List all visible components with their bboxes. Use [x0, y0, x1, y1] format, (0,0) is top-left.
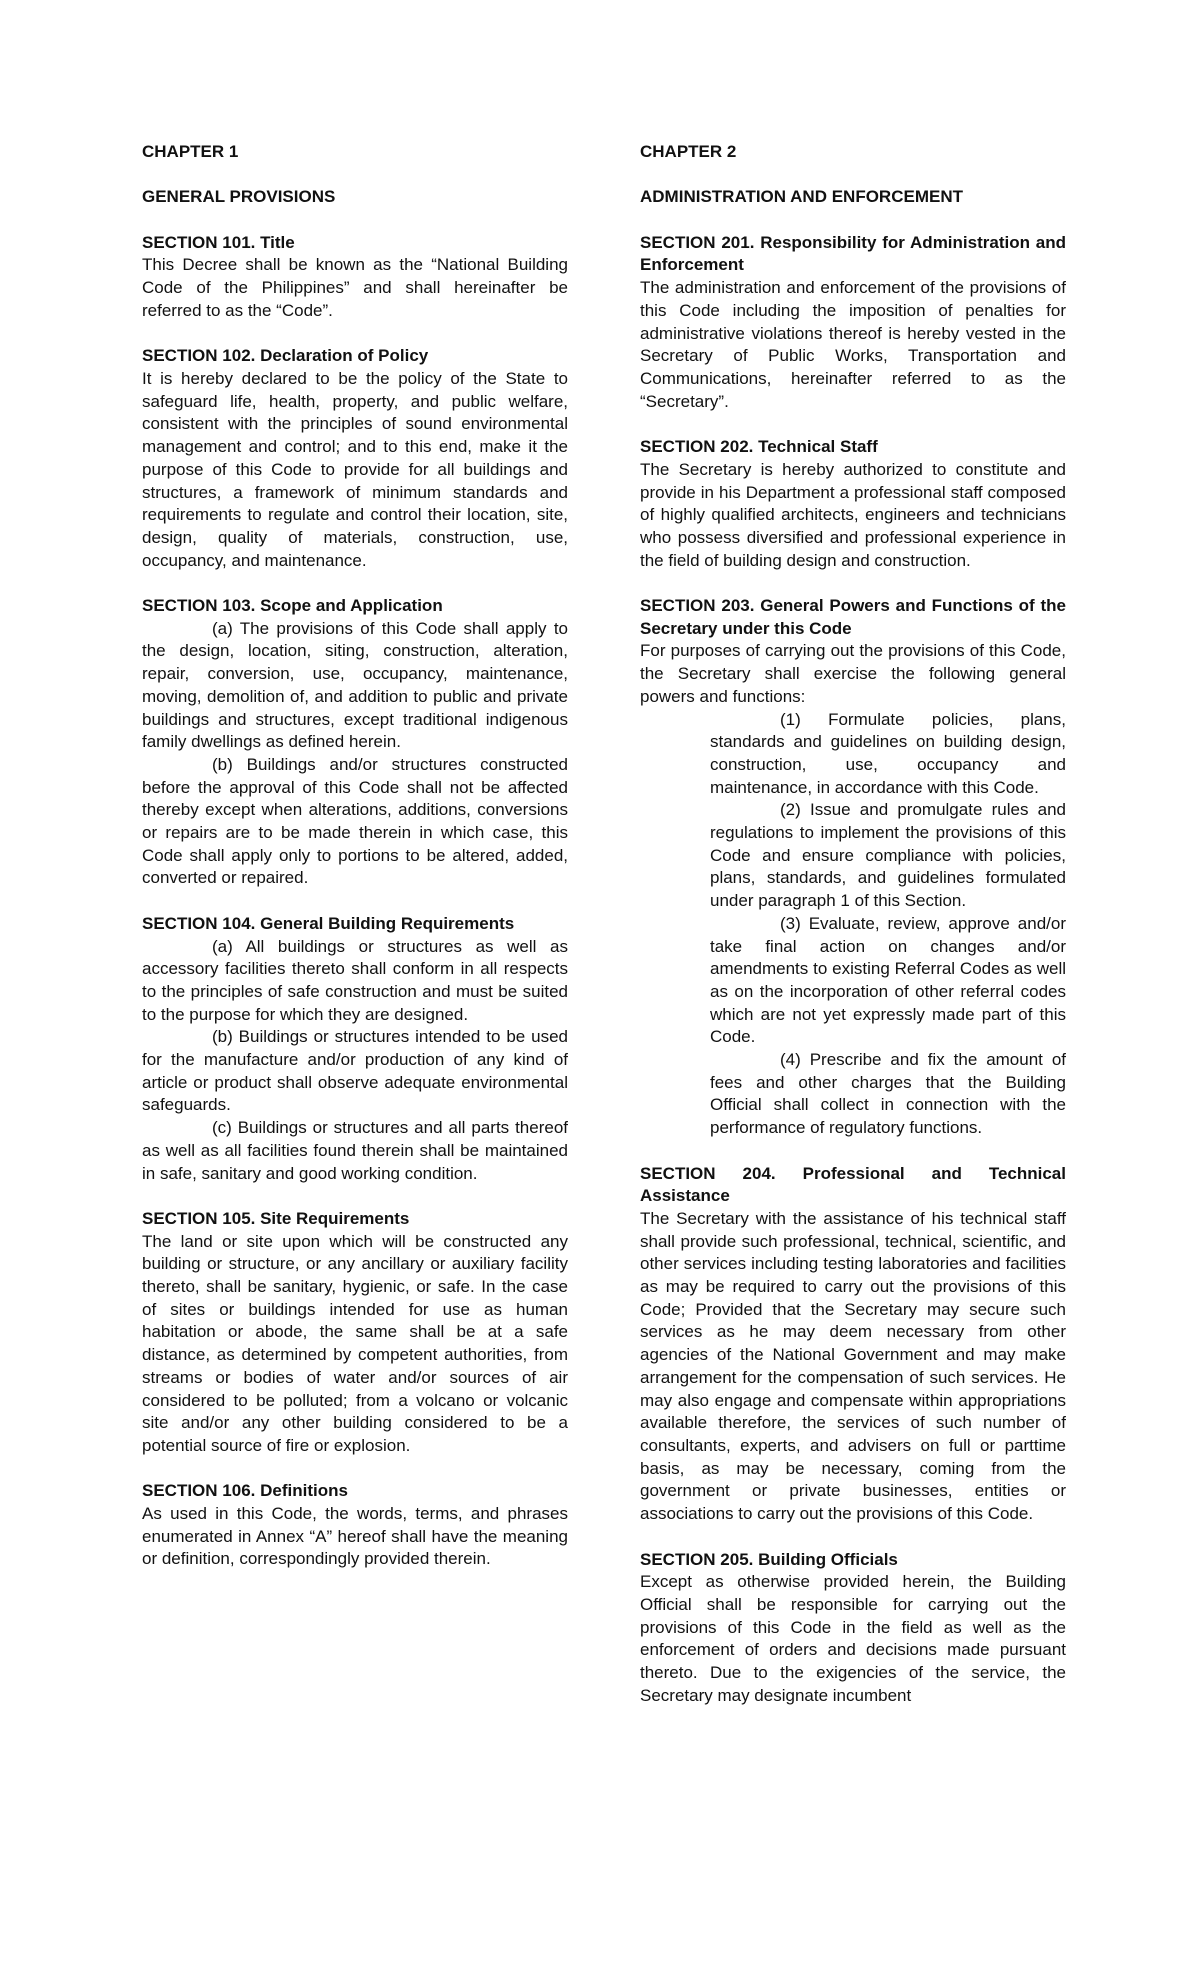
section-103-heading: SECTION 103. Scope and Application: [142, 596, 443, 615]
chapter-1-title: GENERAL PROVISIONS: [142, 187, 336, 207]
section-203-item-3: (3) Evaluate, review, approve and/or take final action on changes and/or amendments to existing Referral Codes as well as on the incorporation of other referral codes which are not yet expressly made part of this Code.: [710, 913, 1066, 1047]
section-104-paragraph-c: (c) Buildings or structures and all parts thereof as well as all facilities found therein shall be maintained in safe, sanitary and good working condition.: [142, 1118, 568, 1183]
right-column: [640, 141, 1066, 1707]
section-104-paragraph-b: (b) Buildings or structures intended to be used for the manufacture and/or production of any kind of article or product shall observe adequate environmental safeguards.: [142, 1027, 568, 1115]
section-205: [640, 1549, 1066, 1708]
section-204-heading: SECTION 204. Professional and Technical Assistance: [640, 1163, 1066, 1206]
section-106-heading: SECTION 106. Definitions: [142, 1481, 348, 1501]
section-102-heading: SECTION 102. Declaration of Policy: [142, 346, 429, 366]
section-201: [640, 232, 1066, 414]
section-202-text: The Secretary is hereby authorized to constitute and provide in his Department a professional staff composed of highly qualified architects, engineers and technicians who possess diversified and professional experience in the field of building design and construction.: [640, 459, 1066, 570]
section-203-text: For purposes of carrying out the provisions of this Code, the Secretary shall exercise the following general powers and functions:: [640, 641, 1066, 706]
section-104-heading: SECTION 104. General Building Requirements: [142, 913, 515, 933]
section-103-paragraph-b: (b) Buildings and/or structures constructed before the approval of this Code shall not be affected thereby except when alterations, additions, conversions or repairs are to be made therein in which case, this Code shall apply only to portions to be altered, added, converted or repaired.: [142, 754, 568, 888]
section-101-heading: SECTION 101. Title: [142, 232, 295, 252]
section-203-heading: SECTION 203. General Powers and Functions of the Secretary under this Code: [640, 596, 1066, 638]
section-103-paragraph-a: (a) The provisions of this Code shall apply to the design, location, siting, construction, alteration, repair, conversion, use, occupancy, maintenance, moving, demolition of, and addition to public and private buildings and structures, except traditional indigenous family dwellings as defined herein.: [142, 618, 568, 752]
section-102-text: It is hereby declared to be the policy of the State to safeguard life, health, property, and public welfare, consistent with the principles of sound environmental management and control; and to this end, make it the purpose of this Code to provide for all buildings and structures, a framework of minimum standards and requirements to regulate and control their location, site, design, quality of materials, construction, use, occupancy, and maintenance.: [142, 368, 568, 570]
section-101: [142, 232, 568, 323]
section-104: [142, 913, 568, 1185]
section-106-text: As used in this Code, the words, terms, and phrases enumerated in Annex “A” hereof shall have the meaning or definition, correspondingly provided therein.: [142, 1504, 568, 1569]
section-201-heading: SECTION 201. Responsibility for Administration and Enforcement: [640, 232, 1066, 275]
section-205-text: Except as otherwise provided herein, the Building Official shall be responsible for carrying out the provisions of this Code in the field as well as the enforcement of orders and decisions made pursuant thereto. Due to the exigencies of the service, the Secretary may designate incumbent: [640, 1572, 1066, 1705]
section-203: [640, 595, 1066, 1140]
section-105: [142, 1208, 568, 1458]
section-105-heading: SECTION 105. Site Requirements: [142, 1208, 410, 1228]
section-103: [142, 595, 568, 890]
section-101-text: This Decree shall be known as the “National Building Code of the Philippines” and shall hereinafter be referred to as the “Code”.: [142, 255, 568, 320]
section-202: [640, 436, 1066, 572]
section-104-paragraph-a: (a) All buildings or structures as well as accessory facilities thereto shall conform in all respects to the principles of safe construction and must be suited to the purpose for which they are designed.: [142, 936, 568, 1024]
chapter-1-label: CHAPTER 1: [142, 142, 239, 161]
section-204-text: The Secretary with the assistance of his technical staff shall provide such professional, technical, scientific, and other services including testing laboratories and facilities as may be required to carry out the provisions of this Code; Provided that the Secretary may secure such services as he may deem necessary from other agencies of the National Government and may make arrangement for the compensation of such services. He may also engage and compensate within appropriations available therefore, the services of such number of consultants, experts, and advisers on full or parttime basis, as may be necessary, coming from the government or private businesses, entities or associations to carry out the provisions of this Code.: [640, 1208, 1066, 1524]
section-203-item-2: (2) Issue and promulgate rules and regulations to implement the provisions of this Code and ensure compliance with policies, plans, standards, and guidelines formulated under paragraph 1 of this Section.: [710, 800, 1066, 911]
section-202-heading: SECTION 202. Technical Staff: [640, 437, 878, 457]
section-204: [640, 1163, 1066, 1526]
section-102: [142, 345, 568, 572]
section-105-text: The land or site upon which will be constructed any building or structure, or any ancillary or auxiliary facility thereto, shall be sanitary, hygienic, or safe. In the case of sites or buildings intended for use as human habitation or abode, the same shall be at a safe distance, as determined by competent authorities, from streams or bodies of water and/or sources of air considered to be polluted; from a volcano or volcanic site and/or any other building considered to be a potential source of fire or explosion.: [142, 1231, 568, 1455]
section-201-text: The administration and enforcement of the provisions of this Code including the imposition of penalties for administrative violations thereof is hereby vested in the Secretary of Public Works, Transportation and Communications, hereinafter referred to as the “Secretary”.: [640, 278, 1066, 411]
section-106: [142, 1480, 568, 1571]
section-203-item-1: (1) Formulate policies, plans, standards and guidelines on building design, construction, use, occupancy and maintenance, in accordance with this Code.: [710, 709, 1066, 797]
section-203-item-4: (4) Prescribe and fix the amount of fees and other charges that the Building Official shall collect in connection with the performance of regulatory functions.: [710, 1050, 1066, 1138]
left-column: [142, 141, 568, 1571]
chapter-2-title: ADMINISTRATION AND ENFORCEMENT: [640, 187, 963, 207]
chapter-2-label: CHAPTER 2: [640, 142, 737, 161]
section-205-heading: SECTION 205. Building Officials: [640, 1549, 898, 1569]
